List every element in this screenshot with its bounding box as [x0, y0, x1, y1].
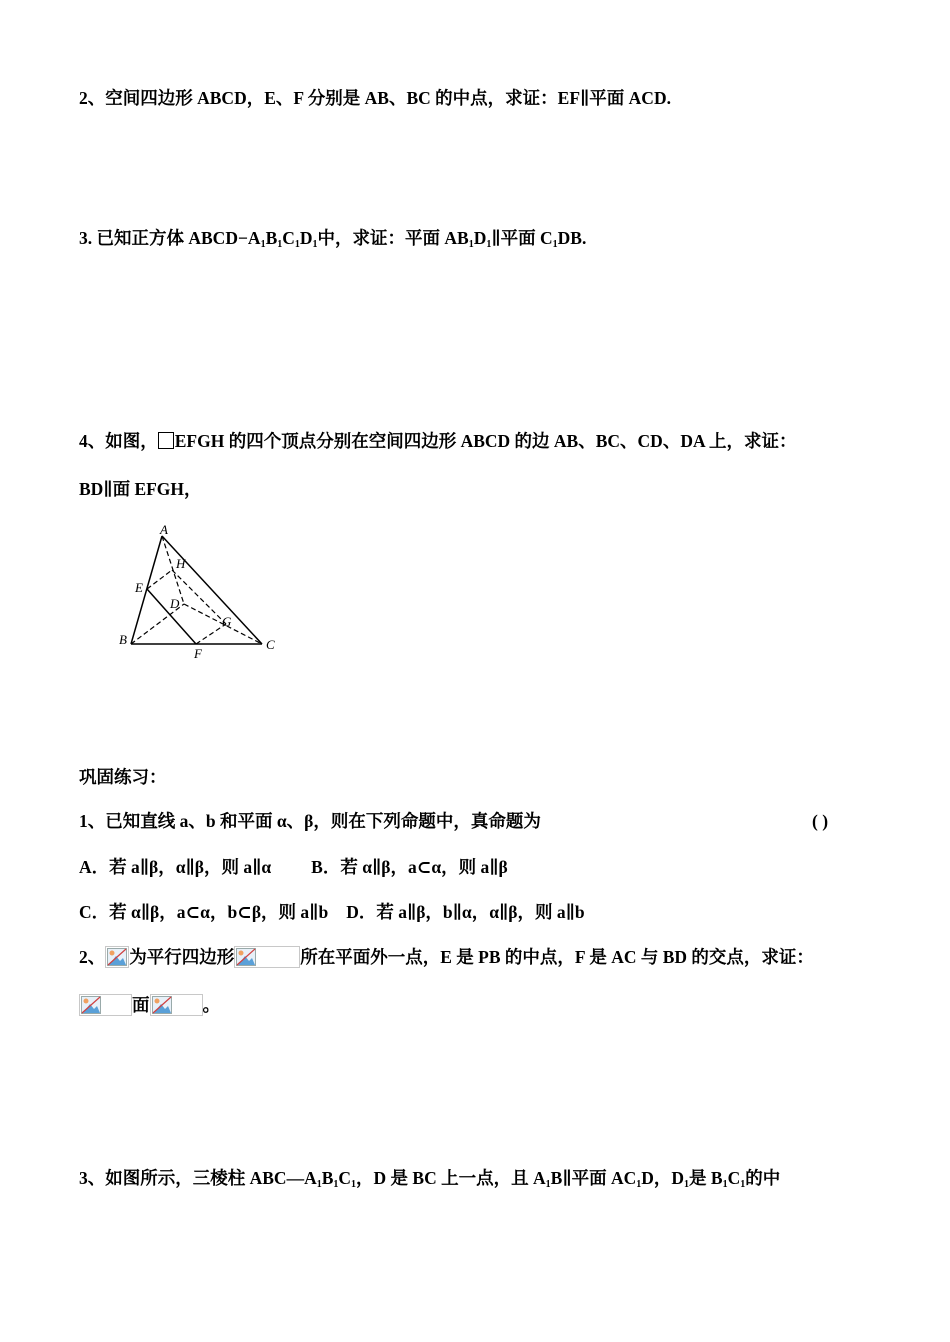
label-f: F — [194, 646, 202, 661]
broken-image-icon — [234, 946, 300, 968]
label-h: H — [176, 556, 186, 571]
edge-ac — [162, 536, 262, 644]
answer-parentheses: ( ) — [812, 811, 829, 831]
label-d: D — [170, 596, 180, 611]
label-c: C — [266, 637, 275, 652]
practice-q2-line-2: 面 。 — [79, 993, 220, 1017]
problem-4-line-2: BD∥面 EFGH， — [79, 479, 202, 499]
problem-2-text: 2、空间四边形 ABCD，E、F 分别是 AB、BC 的中点，求证：EF∥平面 ACD. — [79, 88, 671, 108]
broken-image-icon — [150, 994, 203, 1016]
label-a: A — [160, 522, 168, 537]
parallelogram-symbol-icon — [158, 432, 174, 449]
practice-q1-options-ab — [79, 855, 508, 879]
label-b: B — [119, 632, 127, 647]
practice-heading: 巩固练习： — [79, 767, 167, 787]
broken-image-icon — [105, 946, 129, 968]
problem-4-line-1: 4、如图， EFGH 的四个顶点分别在空间四边形 ABCD 的边 AB、BC、CD、DA 上，求证： — [79, 431, 797, 451]
label-e: E — [135, 580, 143, 595]
practice-q3: 3、如图所示，三棱柱 $ABC—A_1B_1C_1$，D 是 BC 上一点，且 $A_1B\parallel$平面 $AC_1D$，$D_1$是 $B_1C_1$的中 — [79, 1168, 781, 1190]
tetrahedron-figure — [112, 522, 287, 662]
problem-2 — [79, 86, 671, 110]
option-b: B．若 α∥β，a⊂α，则 a∥β — [311, 857, 508, 877]
practice-q1-stem: 1、已知直线 a、b 和平面 α、β，则在下列命题中，真命题为 — [79, 811, 541, 831]
option-c: C．若 α∥β，a⊂α，b⊂β，则 a∥b — [79, 902, 329, 922]
option-a: A．若 a∥β，α∥β，则 a∥α — [79, 857, 272, 877]
practice-q2-line-1: 2、 为平行四边形 所在平面外一点，E 是 PB 的中点，F 是 AC 与 BD 的交点，求证： — [79, 947, 814, 967]
option-d: D．若 a∥β，b∥α，α∥β，则 a∥b — [346, 902, 585, 922]
practice-q1-options-cd — [79, 900, 585, 924]
problem-3: 3. 已知正方体 $ABCD-A_1B_1C_1D_1$中，求证：平面 $AB_1D_1\parallel$平面 $C_1DB$. — [79, 228, 587, 250]
label-g: G — [222, 614, 232, 629]
broken-image-icon — [79, 994, 132, 1016]
